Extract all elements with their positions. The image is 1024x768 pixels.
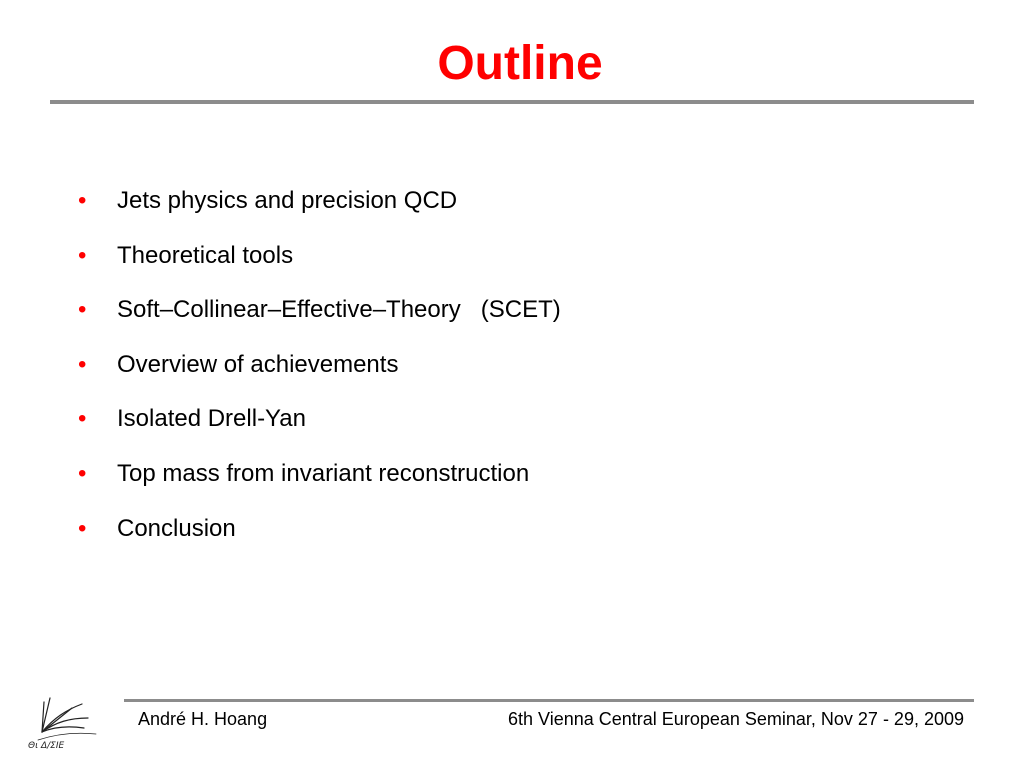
bullet-dot-icon: • bbox=[78, 241, 87, 269]
bullet-item bbox=[70, 455, 530, 510]
bullet-text: Conclusion bbox=[117, 514, 236, 542]
bullet-dot-icon: • bbox=[78, 296, 87, 324]
footer-divider bbox=[124, 699, 974, 702]
bullet-item bbox=[70, 346, 399, 401]
footer-author: André H. Hoang bbox=[138, 709, 268, 729]
bullet-text: Theoretical tools bbox=[117, 241, 294, 269]
bullet-dot-icon: • bbox=[78, 187, 87, 214]
title-divider bbox=[50, 100, 974, 104]
jet-logo-icon bbox=[26, 688, 98, 750]
bullet-text: Isolated Drell-Yan bbox=[117, 405, 306, 433]
bullet-text: Overview of achievements bbox=[117, 350, 399, 378]
bullet-item bbox=[70, 510, 236, 565]
bullet-dot-icon: • bbox=[78, 405, 87, 433]
bullet-text: Jets physics and precision QCD bbox=[117, 187, 458, 214]
bullet-item bbox=[70, 182, 458, 237]
bullet-list bbox=[70, 182, 561, 564]
logo-caption: Θι Δ/ΣΙΕ bbox=[28, 741, 65, 750]
bullet-dot-icon: • bbox=[78, 459, 87, 487]
bullet-dot-icon: • bbox=[78, 350, 87, 378]
slide-title: Outline bbox=[437, 37, 603, 90]
bullet-dot-icon: • bbox=[78, 514, 87, 542]
bullet-item bbox=[70, 291, 561, 346]
bullet-item bbox=[70, 400, 306, 455]
bullet-text: Top mass from invariant reconstruction bbox=[117, 459, 530, 487]
bullet-item bbox=[70, 237, 294, 292]
bullet-text: Soft–Collinear–Effective–Theory (SCET) bbox=[117, 296, 561, 324]
footer-event: 6th Vienna Central European Seminar, Nov 27 - 29, 2009 bbox=[508, 709, 964, 729]
